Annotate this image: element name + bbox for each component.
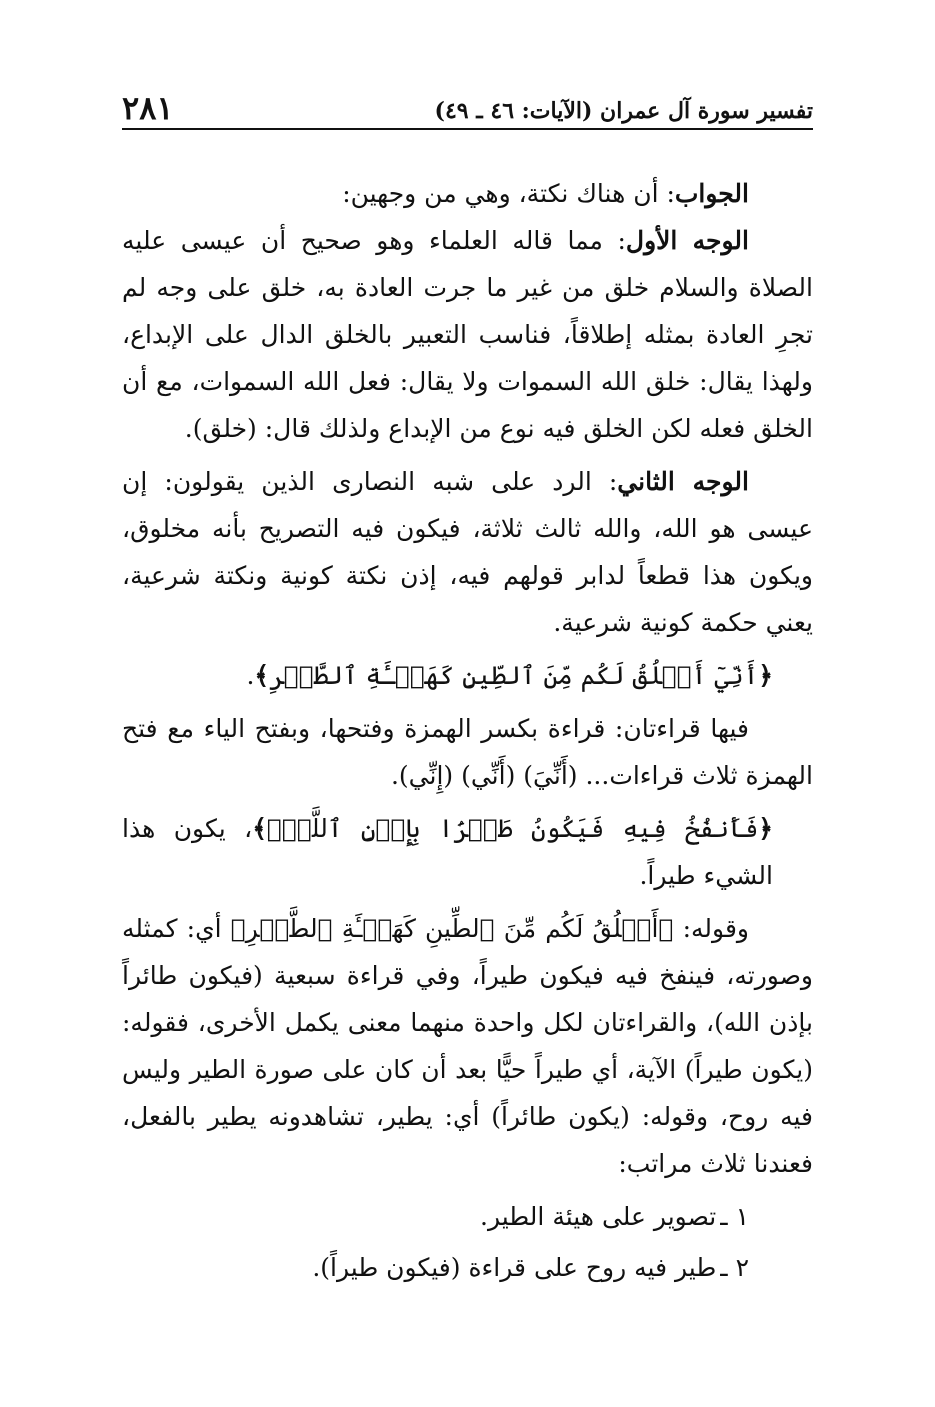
running-title: تفسير سورة آل عمران (الآيات: ٤٦ ـ ٤٩) [434,98,813,124]
ornate-brace-close: ﴾ [252,814,267,843]
paragraph-answer [122,170,813,217]
paragraph-second-aspect [122,458,813,646]
list-text: تصوير على هيئة الطير. [480,1202,717,1231]
ornate-brace-close: ﴾ [254,661,270,690]
paragraph-lead: الوجه الأول [625,226,749,255]
paragraph-text: : أن هناك نكتة، وهي من وجهين: [342,179,675,208]
verse-text: أَنِّيٓ أَخۡلُقُ لَكُم مِّنَ ٱلطِّينِ كَهَيۡـَٔةِ ٱلطَّيۡرِ [269,661,759,690]
list-item-1 [122,1193,813,1240]
ornate-brace-open: ﴿ [758,814,773,843]
list-text: طير فيه روح على قراءة (فيكون طيراً). [312,1253,717,1282]
verse-tail: ، يكون هذا الشيء طيراً. [122,814,773,890]
page-body [122,170,813,1295]
list-dash: ـ [720,1202,728,1231]
paragraph-lead: الوجه الثاني [617,467,749,496]
ornate-brace-close: ﴾ [230,914,246,943]
paragraph-text: فيها قراءتان: قراءة بكسر الهمزة وفتحها، وبفتح الياء مع فتح الهمزة ثلاث قراءات... (أَنِّيَ) (أَنِّي) (إِنِّي). [122,714,813,790]
paragraph-readings [122,705,813,799]
paragraph-text: : مما قاله العلماء وهو صحيح أن عيسى عليه الصلاة والسلام خلق من غير ما جرت العادة به، خلق على وجه لم تجرِ العادة بمثله إطلاقاً، فناسب التعبير بالخلق الدال على الإبداع، ولهذا يقال: خلق الله السموات ولا يقال: فعل الله السموات، مع أن الخلق فعله لكن الخلق فيه نوع من الإبداع ولذلك قال: (خلق). [122,226,813,443]
verse-text: فَأَنفُخُ فِيهِ فَيَكُونُ طَيۡرَۢا بِإِذۡنِ ٱللَّهِۖ [266,814,759,843]
ornate-brace-open: ﴿ [658,914,674,943]
list-item-2 [122,1244,813,1291]
list-number: ١ [735,1202,749,1231]
paragraph-commentary [122,905,813,1187]
paragraph-text: : الرد على شبه النصارى الذين يقولون: إن عيسى هو الله، والله ثالث ثلاثة، فيكون فيه التصريح بأنه مخلوق، ويكون هذا قطعاً لدابر قولهم فيه، إذن نكتة كونية ونكتة شرعية، يعني حكمة كونية شرعية. [122,467,813,637]
paragraph-lead: الجواب [674,179,749,208]
page-number: ٢٨١ [122,89,174,127]
header-rule [122,128,813,130]
commentary-intro: وقوله: [673,914,749,943]
paragraph-first-aspect [122,217,813,452]
verse-text: أَخۡلُقُ لَكُم مِّنَ ٱلطِّينِ كَهَيۡـَٔةِ ٱلطَّيۡرِ [245,914,659,943]
quran-verse-1 [122,652,813,699]
list-dash: ـ [720,1253,728,1282]
verse-tail: . [246,661,255,690]
running-header [122,86,813,127]
quran-verse-2 [122,805,813,899]
paragraph-text: أي: كمثله وصورته، فينفخ فيه فيكون طيراً، وفي قراءة سبعية (فيكون طائراً بإذن الله)، والقراءتان لكل واحدة منهما معنى يكمل الأخرى، فقوله: (يكون طيراً) الآية، أي طيراً حيًّا بعد أن كان على صورة الطير وليس فيه روح، وقوله: (يكون طائراً) أي: يطير، تشاهدونه يطير بالفعل، فعندنا ثلاث مراتب: [122,914,813,1178]
list-number: ٢ [735,1253,749,1282]
ornate-brace-open: ﴿ [758,661,773,690]
